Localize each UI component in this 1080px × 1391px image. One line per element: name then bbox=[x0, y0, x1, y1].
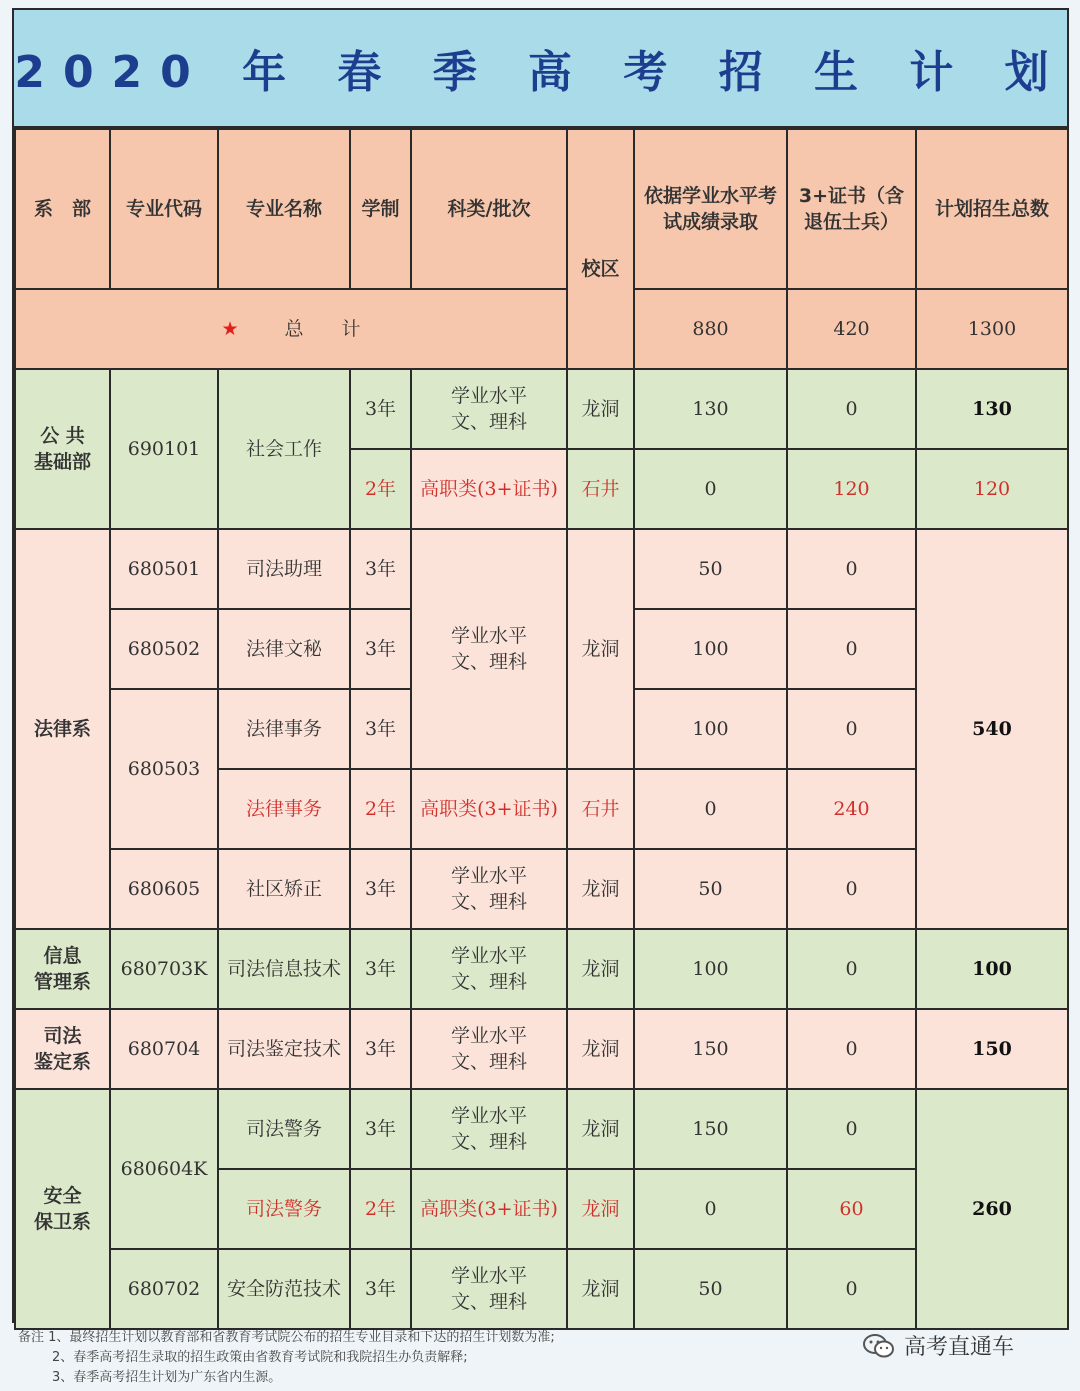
category-cell: 学业水平 文、理科 bbox=[411, 929, 567, 1009]
code-cell: 680605 bbox=[110, 849, 218, 929]
code-cell: 680503 bbox=[110, 689, 218, 849]
years-cell: 3年 bbox=[350, 849, 411, 929]
name-cell: 司法信息技术 bbox=[218, 929, 350, 1009]
dept-falv: 法律系 bbox=[15, 529, 110, 929]
dept-anquan: 安全 保卫系 bbox=[15, 1089, 110, 1329]
years-cell: 2年 bbox=[350, 449, 411, 529]
table-row bbox=[15, 529, 1068, 609]
by-cert-cell: 120 bbox=[787, 449, 916, 529]
by-cert-cell: 0 bbox=[787, 929, 916, 1009]
star-icon: ★ bbox=[221, 318, 239, 340]
by-cert-cell: 0 bbox=[787, 689, 916, 769]
total-cell: 540 bbox=[916, 529, 1068, 929]
total-cell: 130 bbox=[916, 369, 1068, 449]
years-cell: 3年 bbox=[350, 1009, 411, 1089]
category-cell: 学业水平 文、理科 bbox=[411, 849, 567, 929]
years-cell: 2年 bbox=[350, 1169, 411, 1249]
name-cell: 法律文秘 bbox=[218, 609, 350, 689]
by-exam-cell: 50 bbox=[634, 529, 787, 609]
code-cell: 680604K bbox=[110, 1089, 218, 1249]
table-row bbox=[15, 1089, 1068, 1169]
campus-cell: 龙洞 bbox=[567, 849, 634, 929]
table-row bbox=[15, 1249, 1068, 1329]
watermark-text: 高考直通车 bbox=[904, 1335, 1015, 1360]
total-by-exam: 880 bbox=[634, 289, 787, 369]
years-cell: 3年 bbox=[350, 689, 411, 769]
total-cell: 150 bbox=[916, 1009, 1068, 1089]
category-cell: 学业水平 文、理科 bbox=[411, 1249, 567, 1329]
by-exam-cell: 150 bbox=[634, 1089, 787, 1169]
header-total: 计划招生总数 bbox=[916, 129, 1068, 289]
header-row bbox=[15, 129, 1068, 289]
by-cert-cell: 0 bbox=[787, 369, 916, 449]
page-title: 2020 年 春 季 高 考 招 生 计 划 bbox=[14, 47, 1067, 98]
by-exam-cell: 50 bbox=[634, 1249, 787, 1329]
total-cell: 120 bbox=[916, 449, 1068, 529]
total-cell: 100 bbox=[916, 929, 1068, 1009]
by-exam-cell: 0 bbox=[634, 769, 787, 849]
years-cell: 2年 bbox=[350, 769, 411, 849]
by-cert-cell: 0 bbox=[787, 1009, 916, 1089]
name-cell: 司法警务 bbox=[218, 1089, 350, 1169]
dept-xinxi: 信息 管理系 bbox=[15, 929, 110, 1009]
years-cell: 3年 bbox=[350, 1249, 411, 1329]
footnotes bbox=[18, 1328, 818, 1388]
enrollment-plan-table bbox=[14, 128, 1069, 1330]
total-label-cell bbox=[15, 289, 567, 369]
table-row bbox=[15, 369, 1068, 449]
campus-cell: 石井 bbox=[567, 449, 634, 529]
table-row bbox=[15, 929, 1068, 1009]
by-cert-cell: 240 bbox=[787, 769, 916, 849]
campus-cell: 龙洞 bbox=[567, 1009, 634, 1089]
years-cell: 3年 bbox=[350, 1089, 411, 1169]
header-years: 学制 bbox=[350, 129, 411, 289]
name-cell: 司法助理 bbox=[218, 529, 350, 609]
total-total: 1300 bbox=[916, 289, 1068, 369]
code-cell: 680703K bbox=[110, 929, 218, 1009]
by-cert-cell: 0 bbox=[787, 849, 916, 929]
name-cell: 安全防范技术 bbox=[218, 1249, 350, 1329]
header-name: 专业名称 bbox=[218, 129, 350, 289]
campus-cell: 龙洞 bbox=[567, 929, 634, 1009]
note-2: 2、春季高考招生录取的招生政策由省教育考试院和我院招生办负责解释; bbox=[52, 1350, 468, 1365]
name-cell: 司法鉴定技术 bbox=[218, 1009, 350, 1089]
note-3: 3、春季高考招生计划为广东省内生源。 bbox=[52, 1370, 282, 1385]
code-cell: 680704 bbox=[110, 1009, 218, 1089]
category-cell: 高职类(3+证书) bbox=[411, 449, 567, 529]
by-cert-cell: 0 bbox=[787, 529, 916, 609]
name-cell: 社会工作 bbox=[218, 369, 350, 529]
by-exam-cell: 150 bbox=[634, 1009, 787, 1089]
campus-cell: 龙洞 bbox=[567, 1089, 634, 1169]
watermark bbox=[862, 1330, 1014, 1361]
header-code: 专业代码 bbox=[110, 129, 218, 289]
total-label: 总 计 bbox=[284, 318, 361, 340]
note-1: 备注 1、最终招生计划以教育部和省教育考试院公布的招生专业目录和下达的招生计划数为准; bbox=[18, 1330, 555, 1345]
table-row bbox=[15, 849, 1068, 929]
by-exam-cell: 50 bbox=[634, 849, 787, 929]
code-cell: 680702 bbox=[110, 1249, 218, 1329]
name-cell: 法律事务 bbox=[218, 689, 350, 769]
table-row bbox=[15, 1009, 1068, 1089]
category-cell: 学业水平 文、理科 bbox=[411, 1089, 567, 1169]
category-cell: 学业水平 文、理科 bbox=[411, 369, 567, 449]
by-exam-cell: 100 bbox=[634, 689, 787, 769]
campus-cell: 龙洞 bbox=[567, 369, 634, 449]
name-cell: 司法警务 bbox=[218, 1169, 350, 1249]
years-cell: 3年 bbox=[350, 529, 411, 609]
years-cell: 3年 bbox=[350, 929, 411, 1009]
by-exam-cell: 130 bbox=[634, 369, 787, 449]
campus-cell: 石井 bbox=[567, 769, 634, 849]
header-category: 科类/批次 bbox=[411, 129, 567, 289]
title-banner bbox=[14, 10, 1067, 128]
category-cell: 高职类(3+证书) bbox=[411, 769, 567, 849]
by-exam-cell: 100 bbox=[634, 929, 787, 1009]
total-by-cert: 420 bbox=[787, 289, 916, 369]
header-by-exam: 依据学业水平考试成绩录取 bbox=[634, 129, 787, 289]
campus-cell: 龙洞 bbox=[567, 529, 634, 769]
by-cert-cell: 0 bbox=[787, 1089, 916, 1169]
name-cell: 社区矫正 bbox=[218, 849, 350, 929]
dept-sifa: 司法 鉴定系 bbox=[15, 1009, 110, 1089]
dept-gongji: 公 共 基础部 bbox=[15, 369, 110, 529]
wechat-icon bbox=[862, 1333, 896, 1359]
code-cell: 680501 bbox=[110, 529, 218, 609]
category-cell: 高职类(3+证书) bbox=[411, 1169, 567, 1249]
by-cert-cell: 60 bbox=[787, 1169, 916, 1249]
header-dept: 系 部 bbox=[15, 129, 110, 289]
category-cell: 学业水平 文、理科 bbox=[411, 1009, 567, 1089]
by-exam-cell: 0 bbox=[634, 1169, 787, 1249]
by-exam-cell: 100 bbox=[634, 609, 787, 689]
category-cell: 学业水平 文、理科 bbox=[411, 529, 567, 769]
code-cell: 690101 bbox=[110, 369, 218, 529]
name-cell: 法律事务 bbox=[218, 769, 350, 849]
years-cell: 3年 bbox=[350, 369, 411, 449]
by-cert-cell: 0 bbox=[787, 1249, 916, 1329]
by-exam-cell: 0 bbox=[634, 449, 787, 529]
code-cell: 680502 bbox=[110, 609, 218, 689]
campus-cell: 龙洞 bbox=[567, 1169, 634, 1249]
total-row bbox=[15, 289, 1068, 369]
years-cell: 3年 bbox=[350, 609, 411, 689]
campus-cell: 龙洞 bbox=[567, 1249, 634, 1329]
header-campus: 校区 bbox=[567, 129, 634, 369]
total-cell: 260 bbox=[916, 1089, 1068, 1329]
header-by-cert: 3+证书（含退伍士兵） bbox=[787, 129, 916, 289]
by-cert-cell: 0 bbox=[787, 609, 916, 689]
